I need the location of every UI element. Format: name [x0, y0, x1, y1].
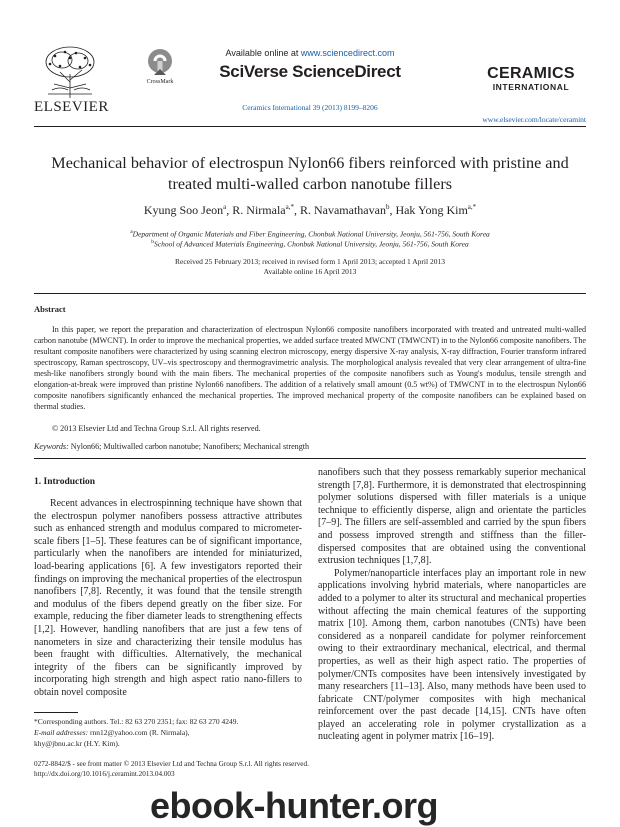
- intro-paragraph: Polymer/nanoparticle interfaces play an important role in new applications involving hybrid materials, where nanoparticles are added to a polymer to alter its structural and mechanical properties without affecting the main chemical features of the supporting matrix [10]. Among them, carbon nanotubes (CNTs) have been considered as a nonpareil candidate for polymer reinforcement owing to their extraordinary mechanical, electrical, and thermal properties, as well as their high aspect ratio. The properties of polymer/CNTs composites have been intensively investigated by many researchers [11–13]. Also, many methods have been used to fabricate CNT/polymer composites with high mechanical reinforcement over the past decade [14,15]. CNTs have often played an accelerating role in polymer crystallization as a nucleating agent in polymer matrix [16–19].: [318, 567, 586, 743]
- email-label: E-mail addresses:: [34, 728, 89, 737]
- author-name: Kyung Soo Jeon: [143, 203, 224, 217]
- journal-reference-link[interactable]: Ceramics International 39 (2013) 8199–8206: [242, 103, 378, 112]
- copyright-line: © 2013 Elsevier Ltd and Techna Group S.r.l. All rights reserved.: [52, 424, 261, 433]
- section-heading: 1. Introduction: [34, 477, 96, 487]
- email-line: [34, 727, 302, 738]
- affiliation-text: School of Advanced Materials Engineering, Chonbuk National University, Jeonju, 561-756, South Korea: [153, 239, 469, 249]
- author-name: R. Nirmala: [232, 203, 286, 217]
- left-column: [34, 498, 302, 700]
- author-list: Kyung Soo Jeon$^a$, R. Nirmala$^{a,*}$, R. Navamathavan$^b$, Hak Yong Kim$^{a,*}$: [143, 203, 477, 217]
- abstract-heading: Abstract: [34, 304, 66, 314]
- abstract-text: In this paper, we report the preparation and characterization of electrospun Nylon66 composite nanofibers incorporated with treated and untreated multi-walled carbon nanotube (MWCNT). In order to improve the mechanical properties, we added surface treated MWCNT (TMWCNT) in to the Nylon66 composite nanofibers. The resultant composite nanofibers were characterized by using scanning electron microscopy, energy dispersive X-ray analysis, X-ray diffraction, Fourier transform infrared spectroscopy, Raman spectroscopy, UV–vis spectroscopy and thermogravimetric analysis. The morphological analysis revealed that very clear arrangement of ultra-fine mesh-like nanofibers strongly bound with the main fibers. The mechanical properties of the composite nanofibers such as Young's modulus, tensile strength and elongation-at-break were improved than pristine Nylon66 nanofibers. The addition of a relatively small amount (0.5 wt%) of TMWCNT in to the electrospun Nylon66 composite nanofibers significantly enhanced the mechanical properties. The improved mechanical property of the composite nanofibers can be explained based on thermal studies.: [34, 325, 586, 411]
- front-matter-line: 0272-8842/$ - see front matter © 2013 Elsevier Ltd and Techna Group S.r.l. All rights reserved.: [34, 760, 309, 768]
- abstract-top-divider: [34, 293, 586, 294]
- author-sup: a: [223, 203, 227, 211]
- journal-name-line2: INTERNATIONAL: [492, 82, 570, 92]
- crossmark-icon[interactable]: [146, 48, 174, 78]
- author-sup: a,*: [467, 203, 477, 211]
- right-column: [318, 467, 586, 744]
- sciencedirect-link[interactable]: www.sciencedirect.com: [300, 48, 395, 58]
- crossmark-label: CrossMark: [146, 79, 174, 85]
- abstract-bottom-divider: [34, 458, 586, 459]
- available-online-date: Available online 16 April 2013: [263, 267, 357, 276]
- author-sup: a,*: [285, 203, 294, 211]
- affiliation: [34, 239, 586, 249]
- intro-paragraph-continued: nanofibers such that they possess remarkably superior mechanical strength [7,8]. Furthermore, it is demonstrated that electrospinning polymer solutions dispersed with filler materials is a unique technique to efficiently disperse, align and orientate the particles [7–9]. The fillers are self-assembled and carried by the spun fibers and possess improved strength and stiffness than the filler-dispersed composites that are obtained using the conventional extrusion techniques [1,7,8].: [318, 467, 586, 567]
- intro-paragraph: Recent advances in electrospinning technique have shown that the electrospun polymer nanofibers possess attractive attributes such as enhanced strength and modulus compared to micrometer-scale fibers [1–5]. These features can be of significant importance, particularly when the nanofibers are intended for miniaturized, load-bearing applications [6]. A few investigators reported their findings on improving the mechanical properties of the electrospun nanofibers [7,8]. Recently, it was found that the tensile strength and modulus of the fibers depend greatly on the fiber size. For example, reducing the fiber diameter leads to strengthening effects [1,2]. However, handling nanofibers that are just a few tens of nanometers in size and characterizing their tensile modulus has been fraught with difficulties. Alternatively, the mechanical integrity of the fibers can be significantly improved by incorporating high strength and high aspect ratio nano-fillers to obtain novel composite: [34, 498, 302, 698]
- footnote-divider: [34, 712, 78, 713]
- author-sup: b: [385, 203, 390, 211]
- email-address[interactable]: rnn12@yahoo.com (R. Nirmala),: [88, 728, 190, 737]
- keywords-line: [34, 442, 586, 451]
- doi-link[interactable]: http://dx.doi.org/10.1016/j.ceramint.2013.04.003: [34, 770, 175, 778]
- availability-line: [190, 48, 430, 58]
- platform-name: SciVerse ScienceDirect: [219, 62, 401, 81]
- received-dates: Received 25 February 2013; received in revised form 1 April 2013; accepted 1 April 2013: [175, 257, 445, 266]
- availability-prefix: Available online at: [225, 48, 301, 58]
- journal-name-line1: CERAMICS: [487, 65, 575, 82]
- keywords-text: Nylon66; Multiwalled carbon nanotube; Nanofibers; Mechanical strength: [68, 442, 310, 451]
- watermark: ebook-hunter.org: [150, 785, 438, 826]
- publisher-name: ELSEVIER: [34, 99, 109, 115]
- affiliation: [34, 229, 586, 239]
- affiliation-text: Department of Organic Materials and Fiber Engineering, Chonbuk National University, Jeonju, 561-756, South Korea: [132, 229, 490, 239]
- elsevier-tree-logo: [40, 44, 100, 100]
- author-name: Hak Yong Kim: [395, 203, 468, 217]
- keywords-label: Keywords:: [34, 442, 69, 451]
- author-name: R. Navamathavan: [299, 203, 386, 217]
- affiliation-sup: a: [130, 229, 133, 235]
- article-title: Mechanical behavior of electrospun Nylon66 fibers reinforced with pristine and treated multi-walled carbon nanotube fillers: [51, 154, 569, 193]
- corresponding-author-note: *Corresponding authors. Tel.: 82 63 270 2351; fax: 82 63 270 4249.: [34, 717, 239, 726]
- email-address[interactable]: khy@jbnu.ac.kr (H.Y. Kim).: [34, 739, 120, 748]
- affiliation-sup: b: [151, 239, 154, 245]
- journal-url-link[interactable]: www.elsevier.com/locate/ceramint: [482, 115, 586, 124]
- header-divider: [34, 126, 586, 127]
